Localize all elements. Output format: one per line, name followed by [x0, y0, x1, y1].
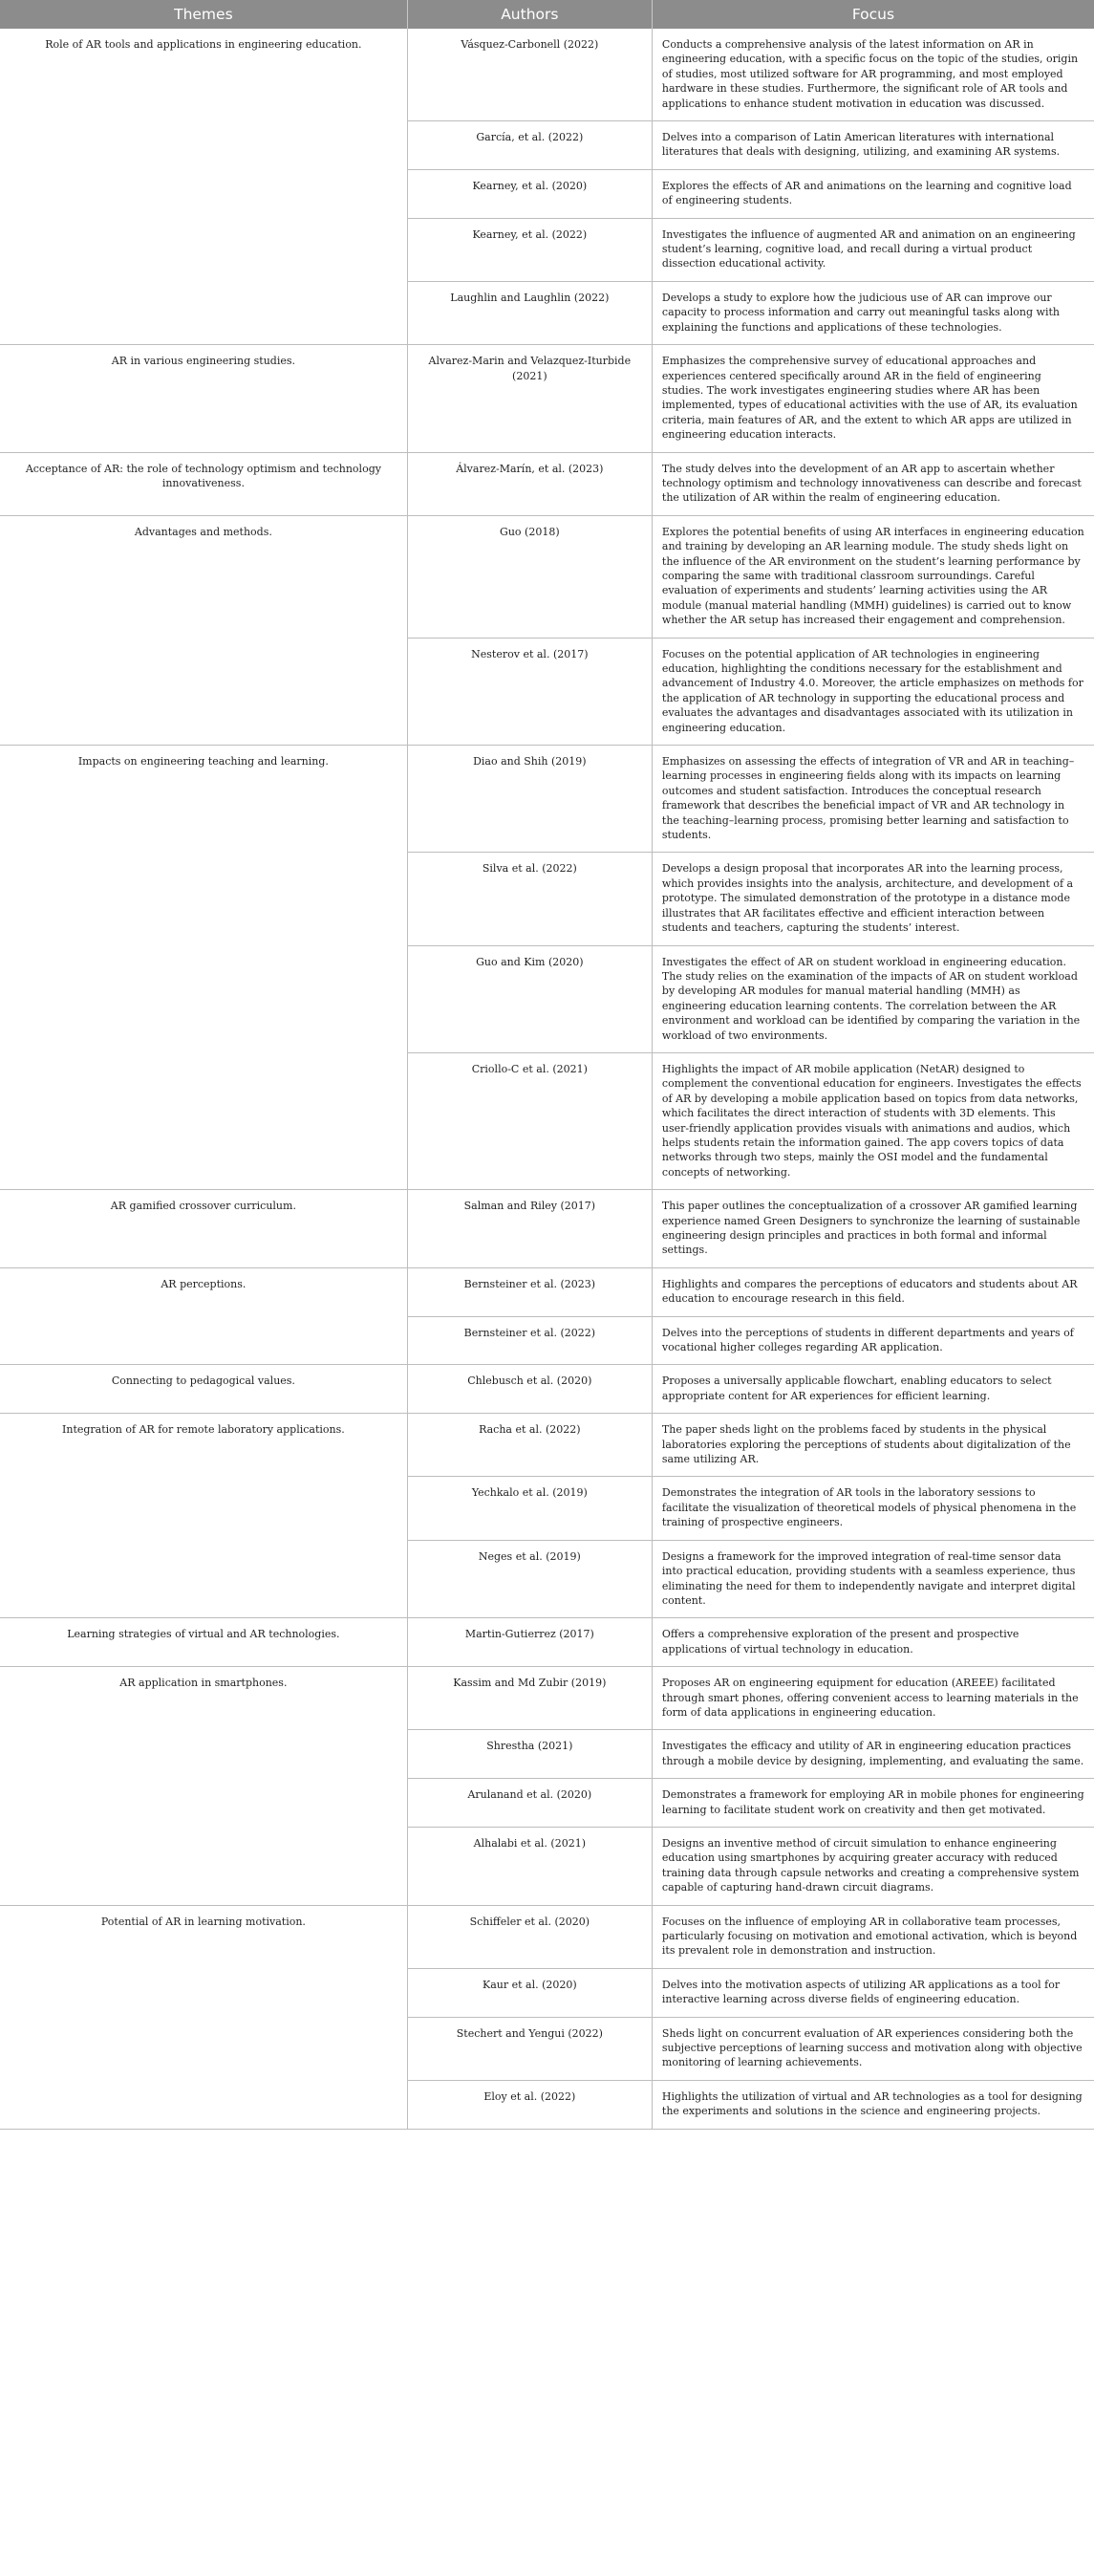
author-cell: Criollo-C et al. (2021) — [407, 1052, 652, 1189]
author-cell: Laughlin and Laughlin (2022) — [407, 281, 652, 344]
author-cell: Alvarez-Marin and Velazquez-Iturbide (2021) — [407, 345, 652, 452]
author-cell: Neges et al. (2019) — [407, 1540, 652, 1618]
focus-cell: Develops a study to explore how the judicious use of AR can improve our capacity to process information and carry out meaningful tasks along with explaining the functions and applications of these technologies. — [652, 281, 1094, 344]
table-row — [0, 1667, 1094, 1730]
focus-cell: The study delves into the development of an AR app to ascertain whether technology optimism and technology innovativeness can describe and forecast the utilization of AR within the realm of engineering education. — [652, 452, 1094, 515]
focus-cell: Emphasizes the comprehensive survey of educational approaches and experiences centered specifically around AR in the field of engineering studies. The work investigates engineering studies where AR has been implemented, types of educational activities with the use of AR, its evaluation criteria, main features of AR, and the extent to which AR apps are utilized in engineering education interacts. — [652, 345, 1094, 452]
theme-cell: Advantages and methods. — [0, 515, 407, 745]
table-row — [0, 29, 1094, 121]
author-cell: Arulanand et al. (2020) — [407, 1779, 652, 1828]
author-cell: Stechert and Yengui (2022) — [407, 2017, 652, 2080]
author-cell: Bernsteiner et al. (2022) — [407, 1316, 652, 1365]
focus-cell: Demonstrates the integration of AR tools in the laboratory sessions to facilitate the visualization of theoretical models of physical phenomena in the training of prospective engineers. — [652, 1477, 1094, 1540]
author-cell: Racha et al. (2022) — [407, 1414, 652, 1477]
focus-cell: Designs an inventive method of circuit simulation to enhance engineering education using smartphones by acquiring greater accuracy with reduced training data through capsule networks and creating a comprehensive system capable of capturing hand-drawn circuit diagrams. — [652, 1827, 1094, 1905]
focus-cell: Develops a design proposal that incorporates AR into the learning process, which provides insights into the analysis, architecture, and development of a prototype. The simulated demonstration of the prototype in a distance mode illustrates that AR facilitates effective and efficient interaction between students and teachers, capturing the students’ interest. — [652, 853, 1094, 945]
focus-cell: The paper sheds light on the problems faced by students in the physical laboratories exploring the perceptions of students about digitalization of the same utilizing AR. — [652, 1414, 1094, 1477]
author-cell: Bernsteiner et al. (2023) — [407, 1267, 652, 1316]
author-cell: Guo and Kim (2020) — [407, 945, 652, 1052]
table-row — [0, 345, 1094, 452]
table-row — [0, 746, 1094, 853]
theme-cell: Connecting to pedagogical values. — [0, 1365, 407, 1414]
focus-cell: Focuses on the influence of employing AR in collaborative team processes, particularly focusing on motivation and emotional activation, which is beyond its prevalent role in demonstration and instruction. — [652, 1905, 1094, 1968]
focus-cell: Highlights the impact of AR mobile application (NetAR) designed to complement the conventional education for engineers. Investigates the effects of AR by developing a mobile application based on topics from data networks, which facilitates the direct interaction of students with 3D elements. This user-friendly application provides visuals with animations and audios, which helps students retain the information gained. The app covers topics of data networks through two steps, mainly the OSI model and the fundamental concepts of networking. — [652, 1052, 1094, 1189]
author-cell: Kearney, et al. (2020) — [407, 169, 652, 218]
author-cell: Shrestha (2021) — [407, 1730, 652, 1779]
author-cell: Yechkalo et al. (2019) — [407, 1477, 652, 1540]
author-cell: Kaur et al. (2020) — [407, 1968, 652, 2017]
author-cell: Nesterov et al. (2017) — [407, 638, 652, 745]
table-row — [0, 452, 1094, 515]
table-row — [0, 1267, 1094, 1316]
focus-cell: Emphasizes on assessing the effects of integration of VR and AR in teaching–learning processes in engineering fields along with its impacts on learning outcomes and student satisfaction. Introduces the conceptual research framework that describes the beneficial impact of VR and AR technology in the teaching–learning process, promising better learning and satisfaction to students. — [652, 746, 1094, 853]
author-cell: Diao and Shih (2019) — [407, 746, 652, 853]
focus-cell: Proposes AR on engineering equipment for education (AREEE) facilitated through smart phones, offering convenient access to learning materials in the form of data applications in engineering education. — [652, 1667, 1094, 1730]
author-cell: Salman and Riley (2017) — [407, 1190, 652, 1268]
author-cell: Chlebusch et al. (2020) — [407, 1365, 652, 1414]
theme-cell: AR application in smartphones. — [0, 1667, 407, 1905]
author-cell: Álvarez-Marín, et al. (2023) — [407, 452, 652, 515]
focus-cell: Sheds light on concurrent evaluation of AR experiences considering both the subjective perceptions of learning success and motivation along with objective monitoring of learning achievements. — [652, 2017, 1094, 2080]
focus-cell: Focuses on the potential application of AR technologies in engineering education, highlighting the conditions necessary for the establishment and advancement of Industry 4.0. Moreover, the article emphasizes on methods for the application of AR technology in supporting the educational process and evaluates the advantages and disadvantages associated with its utilization in engineering education. — [652, 638, 1094, 745]
focus-cell: This paper outlines the conceptualization of a crossover AR gamified learning experience named Green Designers to synchronize the learning of sustainable engineering design principles and practices in both formal and informal settings. — [652, 1190, 1094, 1268]
theme-cell: Integration of AR for remote laboratory applications. — [0, 1414, 407, 1618]
author-cell: Silva et al. (2022) — [407, 853, 652, 945]
focus-cell: Highlights the utilization of virtual and AR technologies as a tool for designing the experiments and solutions in the science and engineering projects. — [652, 2080, 1094, 2129]
author-cell: Eloy et al. (2022) — [407, 2080, 652, 2129]
table-body — [0, 29, 1094, 2129]
focus-cell: Conducts a comprehensive analysis of the latest information on AR in engineering education, with a specific focus on the topic of the studies, origin of studies, most utilized software for AR programming, and most employed hardware in these studies. Furthermore, the significant role of AR tools and applications to enhance student motivation in education was discussed. — [652, 29, 1094, 121]
author-cell: Alhalabi et al. (2021) — [407, 1827, 652, 1905]
author-cell: Kearney, et al. (2022) — [407, 218, 652, 281]
author-cell: Kassim and Md Zubir (2019) — [407, 1667, 652, 1730]
theme-cell: Acceptance of AR: the role of technology optimism and technology innovativeness. — [0, 452, 407, 515]
author-cell: Guo (2018) — [407, 515, 652, 638]
header-authors: Authors — [407, 0, 652, 29]
focus-cell: Explores the potential benefits of using AR interfaces in engineering education and training by developing an AR learning module. The study sheds light on the influence of the AR environment on the student’s learning performance by comparing the same with traditional classroom surroundings. Careful evaluation of experiments and students’ learning activities using the AR module (manual material handling (MMH) guidelines) is carried out to know whether the AR setup has increased their engagement and comprehension. — [652, 515, 1094, 638]
focus-cell: Investigates the efficacy and utility of AR in engineering education practices through a mobile device by designing, implementing, and evaluating the same. — [652, 1730, 1094, 1779]
focus-cell: Demonstrates a framework for employing AR in mobile phones for engineering learning to facilitate student work on creativity and then get motivated. — [652, 1779, 1094, 1828]
author-cell: Vásquez-Carbonell (2022) — [407, 29, 652, 121]
focus-cell: Delves into a comparison of Latin American literatures with international literatures that deals with designing, utilizing, and examining AR systems. — [652, 121, 1094, 170]
focus-cell: Delves into the motivation aspects of utilizing AR applications as a tool for interactive learning across diverse fields of engineering education. — [652, 1968, 1094, 2017]
table-row — [0, 1414, 1094, 1477]
table-row — [0, 1365, 1094, 1414]
table-row — [0, 1190, 1094, 1268]
theme-cell: Role of AR tools and applications in engineering education. — [0, 29, 407, 345]
header-focus: Focus — [652, 0, 1094, 29]
focus-cell: Designs a framework for the improved integration of real-time sensor data into practical education, providing students with a seamless experience, thus eliminating the need for them to independently navigate and interpret digital content. — [652, 1540, 1094, 1618]
focus-cell: Delves into the perceptions of students in different departments and years of vocational higher colleges regarding AR application. — [652, 1316, 1094, 1365]
theme-cell: Potential of AR in learning motivation. — [0, 1905, 407, 2129]
table-row — [0, 1905, 1094, 1968]
theme-cell: AR gamified crossover curriculum. — [0, 1190, 407, 1268]
table-header — [0, 0, 1094, 29]
focus-cell: Investigates the effect of AR on student workload in engineering education. The study relies on the examination of the impacts of AR on student workload by developing AR modules for manual material handling (MMH) as engineering education learning contents. The correlation between the AR environment and workload can be identified by comparing the variation in the workload of two environments. — [652, 945, 1094, 1052]
focus-cell: Proposes a universally applicable flowchart, enabling educators to select appropriate content for AR experiences for efficient learning. — [652, 1365, 1094, 1414]
table-row — [0, 1618, 1094, 1667]
theme-cell: AR in various engineering studies. — [0, 345, 407, 452]
header-row — [0, 0, 1094, 29]
author-cell: Schiffeler et al. (2020) — [407, 1905, 652, 1968]
focus-cell: Explores the effects of AR and animations on the learning and cognitive load of engineering students. — [652, 169, 1094, 218]
focus-cell: Highlights and compares the perceptions of educators and students about AR education to encourage research in this field. — [652, 1267, 1094, 1316]
table-row — [0, 515, 1094, 638]
focus-cell: Offers a comprehensive exploration of the present and prospective applications of virtual technology in education. — [652, 1618, 1094, 1667]
header-themes: Themes — [0, 0, 407, 29]
focus-cell: Investigates the influence of augmented AR and animation on an engineering student’s learning, cognitive load, and recall during a virtual product dissection educational activity. — [652, 218, 1094, 281]
author-cell: García, et al. (2022) — [407, 121, 652, 170]
theme-cell: Learning strategies of virtual and AR technologies. — [0, 1618, 407, 1667]
author-cell: Martin-Gutierrez (2017) — [407, 1618, 652, 1667]
theme-cell: Impacts on engineering teaching and learning. — [0, 746, 407, 1190]
theme-cell: AR perceptions. — [0, 1267, 407, 1365]
